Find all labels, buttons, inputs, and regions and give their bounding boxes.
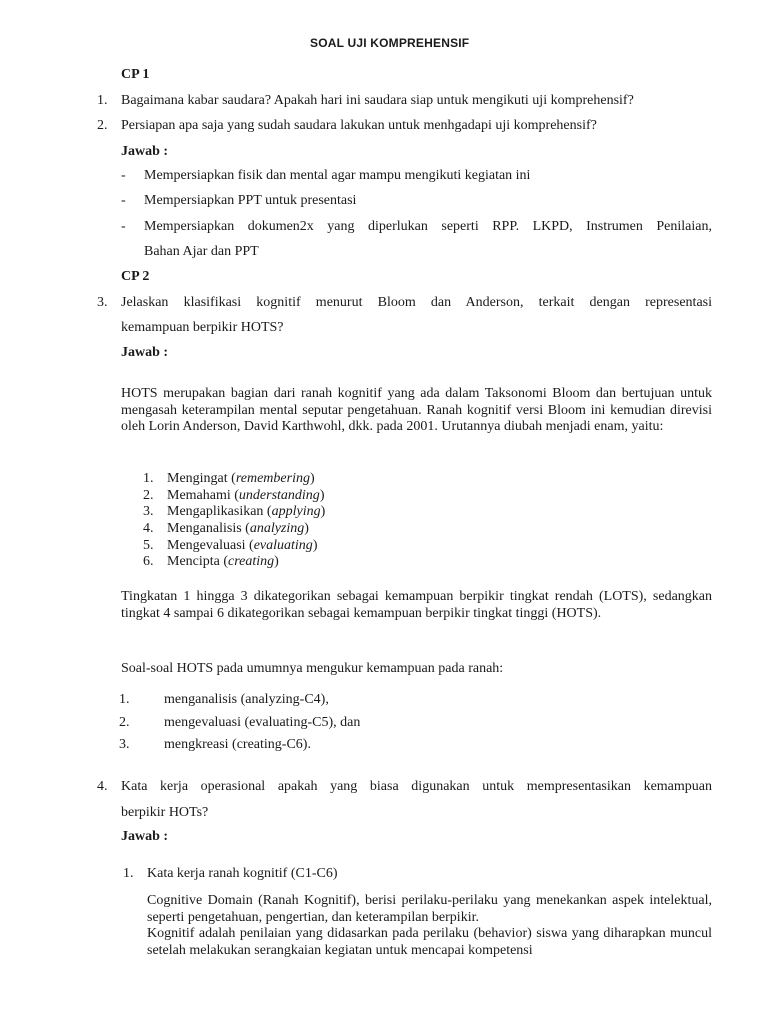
- q2-answer-dash: -: [121, 168, 126, 183]
- q2-answer-item: Mempersiapkan fisik dan mental agar mampu mengikuti kegiatan ini: [144, 168, 531, 183]
- list-item: 1.: [119, 692, 130, 707]
- list-item-text: mengevaluasi (evaluating-C5), dan: [164, 715, 361, 730]
- list-item-text: Menganalisis (analyzing): [167, 521, 309, 536]
- list-item-text: Mengevaluasi (evaluating): [167, 538, 318, 553]
- list-item-text: Mencipta (creating): [167, 554, 279, 569]
- kata-kerja-number: 1.: [123, 866, 134, 881]
- kognitif-paragraph: Kognitif adalah penilaian yang didasarkan pada perilaku (behavior) siswa yang diharapkan muncul setelah melakukan serangkaian kegiatan untuk mencapai kompetensi: [147, 926, 712, 958]
- q2-answer-item: Mempersiapkan PPT untuk presentasi: [144, 193, 357, 208]
- list-item-text: Mengaplikasikan (applying): [167, 504, 326, 519]
- q4-number: 4.: [97, 779, 108, 794]
- list-item-text: Mengingat (remembering): [167, 471, 315, 486]
- q1-text: Bagaimana kabar saudara? Apakah hari ini saudara siap untuk mengikuti uji komprehensif?: [121, 93, 634, 108]
- q3-text-line2: kemampuan berpikir HOTS?: [121, 320, 284, 335]
- cognitive-domain-paragraph: Cognitive Domain (Ranah Kognitif), berisi perilaku-perilaku yang menekankan aspek intelektual, seperti pengetahuan, pengertian, dan keterampilan berpikir.: [147, 893, 712, 925]
- q2-jawab-label: Jawab :: [121, 144, 169, 159]
- lots-hots-paragraph: Tingkatan 1 hingga 3 dikategorikan sebagai kemampuan berpikir tingkat rendah (LOTS), sedangkan tingkat 4 sampai 6 dikategorikan sebagai kemampuan berpikir tingkat tinggi (HOTS).: [121, 589, 712, 621]
- list-item-text: Memahami (understanding): [167, 488, 325, 503]
- list-item: 5.: [143, 538, 154, 553]
- list-item: 1.: [143, 471, 154, 486]
- q2-answer-item-continued: Bahan Ajar dan PPT: [144, 244, 259, 259]
- q1-number: 1.: [97, 93, 108, 108]
- q4-text-line1: Kata kerja operasional apakah yang biasa digunakan untuk mempresentasikan kemampuan: [121, 779, 712, 794]
- soal-hots-intro: Soal-soal HOTS pada umumnya mengukur kemampuan pada ranah:: [121, 661, 504, 676]
- list-item: 2.: [143, 488, 154, 503]
- list-item-text: menganalisis (analyzing-C4),: [164, 692, 329, 707]
- q4-text-line2: berpikir HOTs?: [121, 805, 209, 820]
- q2-answer-dash: -: [121, 219, 126, 234]
- document-title: SOAL UJI KOMPREHENSIF: [310, 36, 470, 50]
- list-item-text: mengkreasi (creating-C6).: [164, 737, 311, 752]
- q3-jawab-label: Jawab :: [121, 345, 169, 360]
- list-item: 6.: [143, 554, 154, 569]
- list-item: 3.: [119, 737, 130, 752]
- list-item: 3.: [143, 504, 154, 519]
- q2-answer-dash: -: [121, 193, 126, 208]
- hots-paragraph: HOTS merupakan bagian dari ranah kognitif yang ada dalam Taksonomi Bloom dan bertujuan untuk mengasah keterampilan mental seputar pengetahuan. Ranah kognitif versi Bloom ini kemudian direvisi oleh Lorin Anderson, David Karthwohl, dkk. pada 2001. Urutannya diubah menjadi enam, yaitu:: [121, 386, 712, 434]
- q2-answer-item: Mempersiapkan dokumen2x yang diperlukan seperti RPP. LKPD, Instrumen Penilaian,: [144, 219, 712, 234]
- q4-jawab-label: Jawab :: [121, 829, 169, 844]
- q3-text-line1: Jelaskan klasifikasi kognitif menurut Bloom dan Anderson, terkait dengan representasi: [121, 295, 712, 310]
- cp1-heading: CP 1: [121, 67, 150, 82]
- list-item: 4.: [143, 521, 154, 536]
- list-item: 2.: [119, 715, 130, 730]
- q2-number: 2.: [97, 118, 108, 133]
- q3-number: 3.: [97, 295, 108, 310]
- q2-text: Persiapan apa saja yang sudah saudara lakukan untuk menhgadapi uji komprehensif?: [121, 118, 597, 133]
- kata-kerja-heading: Kata kerja ranah kognitif (C1-C6): [147, 866, 338, 881]
- cp2-heading: CP 2: [121, 269, 150, 284]
